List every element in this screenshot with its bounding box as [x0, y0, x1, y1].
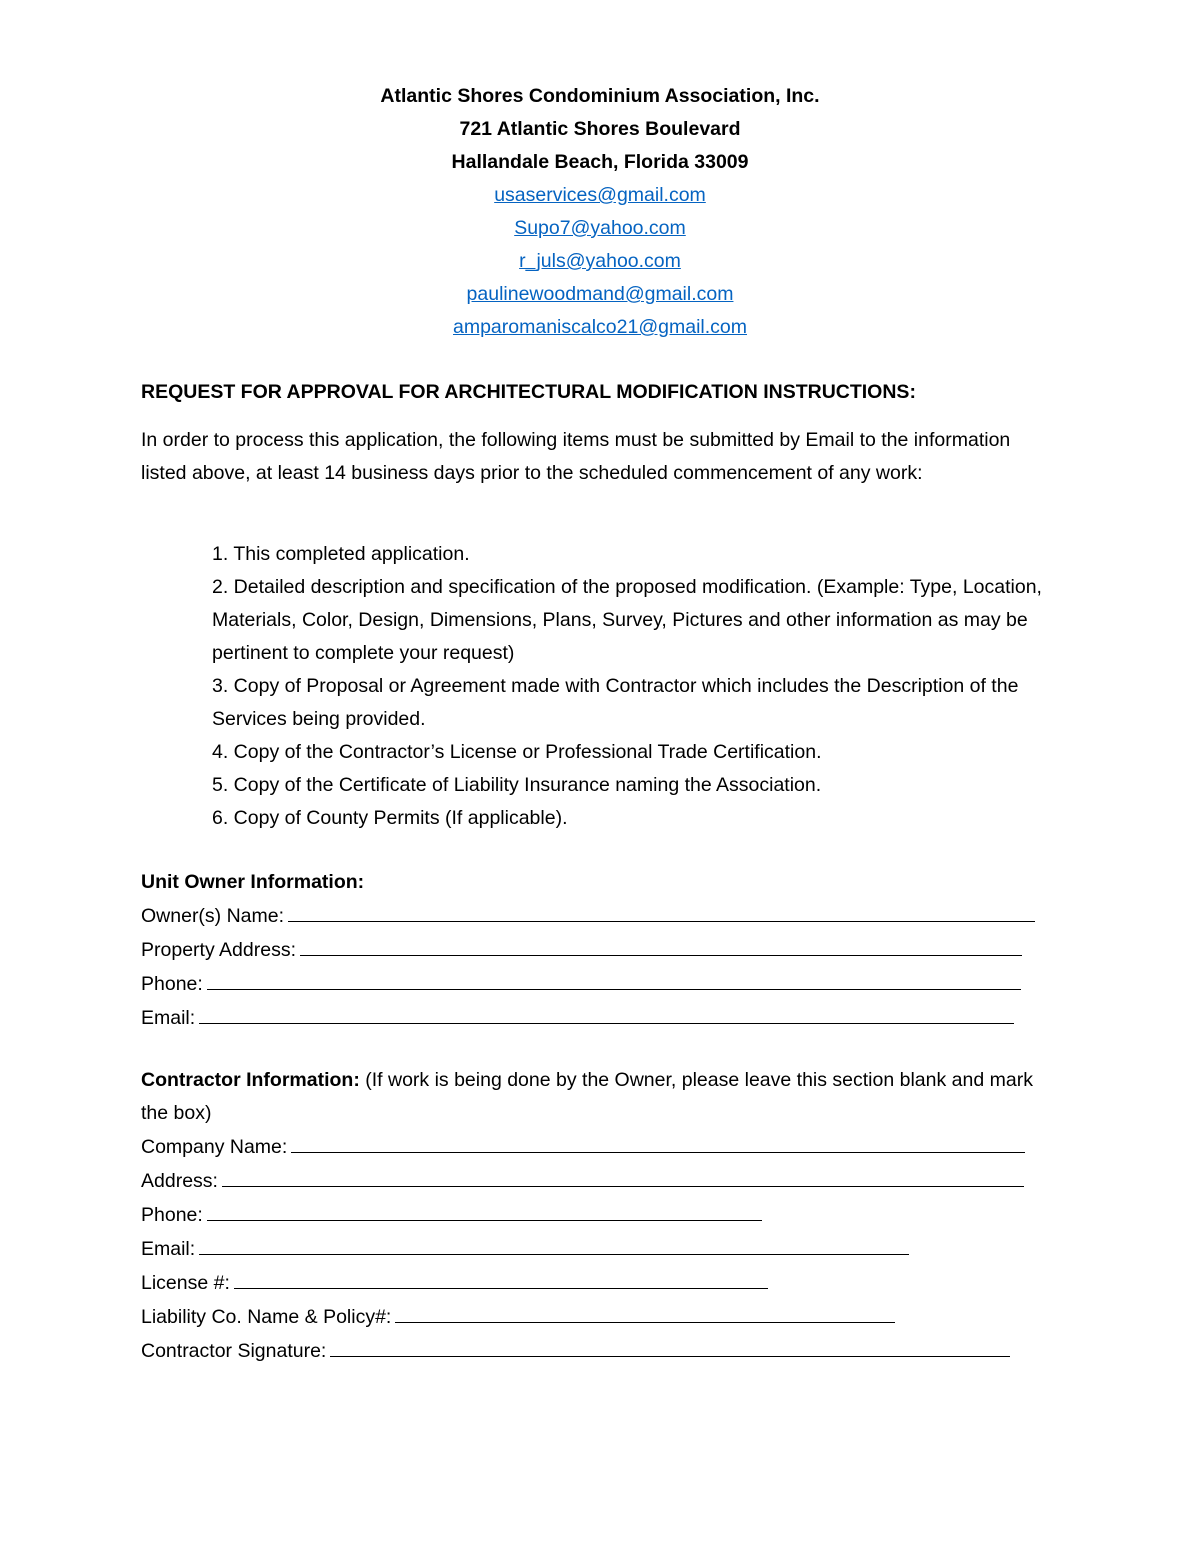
liability-policy-field[interactable]: [141, 1300, 1061, 1334]
requirements-list: [212, 538, 1062, 835]
field-label: Contractor Signature:: [141, 1340, 327, 1362]
contractor-note: (If work is being done by the Owner, please leave this section blank and mark the box): [141, 1069, 1033, 1124]
owner-section-title: Unit Owner Information:: [141, 871, 365, 893]
field-label: Phone:: [141, 1204, 203, 1226]
fill-line[interactable]: [199, 1001, 1014, 1024]
owner-name-field[interactable]: [141, 899, 1061, 933]
email-link[interactable]: usaservices@gmail.com: [494, 184, 706, 206]
contractor-signature-field[interactable]: [141, 1334, 1061, 1368]
field-label: Owner(s) Name:: [141, 905, 285, 927]
field-label: Phone:: [141, 973, 203, 995]
contractor-phone-field[interactable]: [141, 1198, 1061, 1232]
list-item: 4. Copy of the Contractor’s License or Professional Trade Certification.: [212, 741, 822, 763]
contractor-section: [141, 1064, 1061, 1368]
list-item: 1. This completed application.: [212, 543, 470, 565]
owner-section: [141, 866, 1061, 1035]
city-state-zip: Hallandale Beach, Florida 33009: [451, 151, 749, 173]
field-label: Email:: [141, 1007, 196, 1029]
fill-line[interactable]: [330, 1334, 1010, 1357]
field-label: License #:: [141, 1272, 230, 1294]
contractor-section-title: Contractor Information:: [141, 1069, 360, 1091]
contractor-intro: [141, 1064, 1061, 1130]
owner-phone-field[interactable]: [141, 967, 1061, 1001]
owner-email-field[interactable]: [141, 1001, 1061, 1035]
street-address: 721 Atlantic Shores Boulevard: [459, 118, 741, 140]
email-link[interactable]: r_juls@yahoo.com: [519, 250, 681, 272]
email-link[interactable]: amparomaniscalco21@gmail.com: [453, 316, 747, 338]
org-name: Atlantic Shores Condominium Association, Inc.: [380, 85, 820, 107]
field-label: Email:: [141, 1238, 196, 1260]
property-address-field[interactable]: [141, 933, 1061, 967]
contractor-address-field[interactable]: [141, 1164, 1061, 1198]
email-link[interactable]: Supo7@yahoo.com: [514, 217, 686, 239]
list-item: 3. Copy of Proposal or Agreement made with Contractor which includes the Description of the Services being provided.: [212, 675, 1019, 730]
fill-line[interactable]: [395, 1300, 895, 1323]
list-item: 5. Copy of the Certificate of Liability Insurance naming the Association.: [212, 774, 822, 796]
instructions-heading: REQUEST FOR APPROVAL FOR ARCHITECTURAL MODIFICATION INSTRUCTIONS:: [141, 381, 916, 403]
contractor-email-field[interactable]: [141, 1232, 1061, 1266]
fill-line[interactable]: [199, 1232, 909, 1255]
field-label: Company Name:: [141, 1136, 288, 1158]
fill-line[interactable]: [300, 933, 1022, 956]
list-item: 6. Copy of County Permits (If applicable).: [212, 807, 568, 829]
fill-line[interactable]: [291, 1130, 1025, 1153]
instructions-intro: In order to process this application, the following items must be submitted by Email to the information listed above, at least 14 business days prior to the scheduled commencement of any work:: [141, 429, 1011, 484]
fill-line[interactable]: [222, 1164, 1024, 1187]
list-item: 2. Detailed description and specification of the proposed modification. (Example: Type, Location, Materials, Color, Design, Dimensions, Plans, Survey, Pictures and other information as may be pertinent to complete your request): [212, 576, 1042, 664]
fill-line[interactable]: [207, 967, 1021, 990]
fill-line[interactable]: [207, 1198, 762, 1221]
license-field[interactable]: [141, 1266, 1061, 1300]
email-link[interactable]: paulinewoodmand@gmail.com: [466, 283, 734, 305]
letterhead: [0, 80, 1200, 344]
field-label: Property Address:: [141, 939, 296, 961]
field-label: Liability Co. Name & Policy#:: [141, 1306, 392, 1328]
field-label: Address:: [141, 1170, 218, 1192]
fill-line[interactable]: [288, 899, 1035, 922]
company-name-field[interactable]: [141, 1130, 1061, 1164]
fill-line[interactable]: [234, 1266, 768, 1289]
